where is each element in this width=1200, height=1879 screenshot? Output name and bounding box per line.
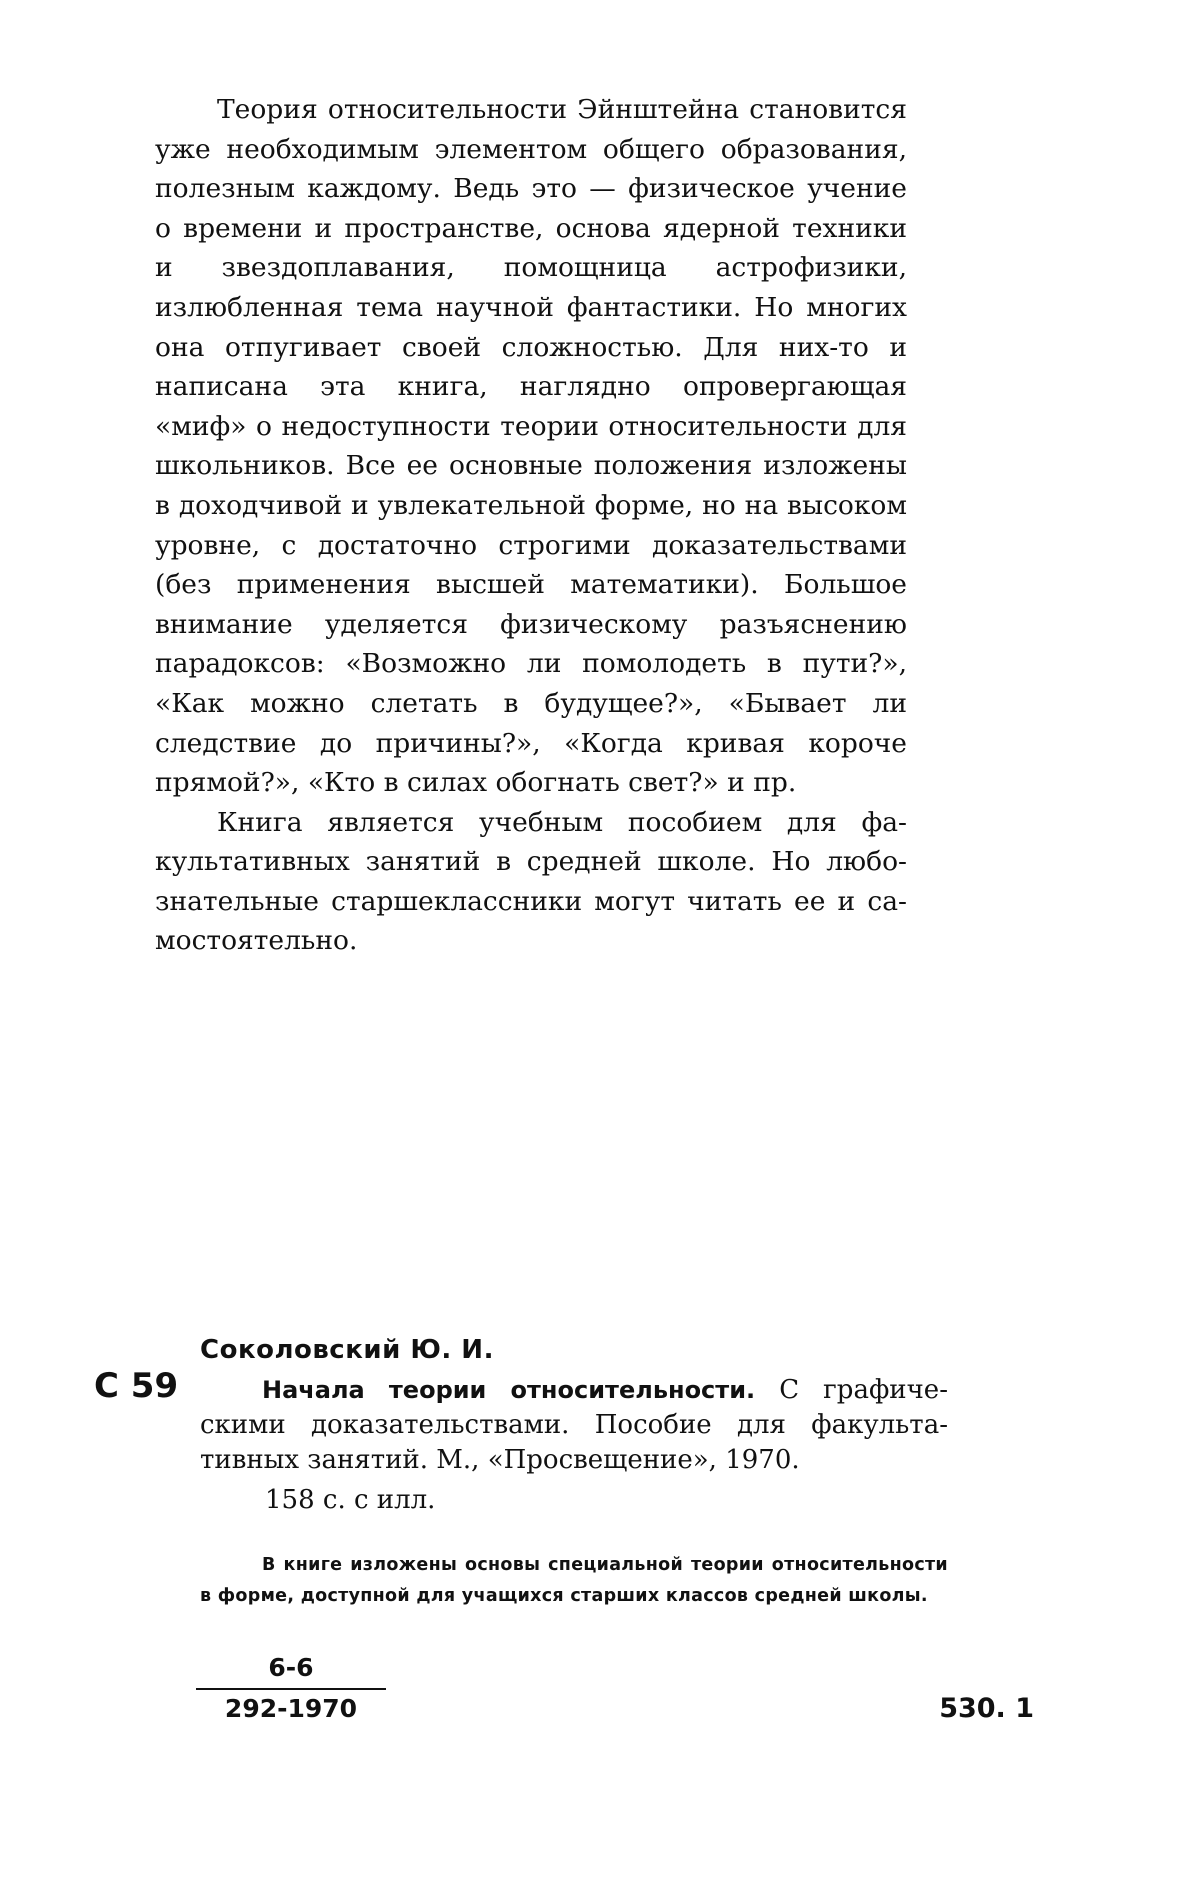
annotation-text <box>155 90 907 961</box>
catalog-pages: 158 с. с илл. <box>265 1485 436 1515</box>
catalog-bibliographic-entry <box>200 1373 948 1478</box>
catalog-book-title: Начала теории относительности. <box>262 1376 756 1404</box>
catalog-fraction-code <box>196 1650 386 1726</box>
catalog-udc-code: 530. 1 <box>939 1693 1034 1724</box>
catalog-index-code: С 59 <box>94 1366 179 1406</box>
catalog-fraction-bottom: 292-1970 <box>224 1694 358 1723</box>
catalog-book-description: С графическими доказательствами. Пособие для факультативных занятий. М., «Просвещение», 1970. <box>200 1375 948 1475</box>
catalog-fraction-top: 6-6 <box>268 1653 314 1682</box>
catalog-summary: В книге изложены основы специальной теории относительности в форме, доступной для учащихся старших классов средней школы. <box>200 1555 948 1606</box>
catalog-author: Соколовский Ю. И. <box>200 1335 494 1365</box>
annotation-paragraph-1: Теория относительности Эйнштейна становится уже необходимым элементом общего образования, полезным каждому. Ведь это — физическое учение о времени и пространстве, основа ядерной техники и звездоплавания, помощница астрофизики, излюбленная тема научной фантастики. Но многих она отпугивает своей сложностью. Для них-то и написана эта книга, наглядно опровергающая «миф» о недоступности теории относительности для школьников. Все ее основные положения изложены в доходчивой и увлекательной форме, но на высоком уровне, с достаточно строгими доказательствами (без применения высшей математики). Большое внимание уделяется физическому разъяснению парадоксов: «Возможно ли помолодеть в пути?», «Как можно слетать в будущее?», «Бывает ли следствие до причины?», «Когда кривая короче прямой?», «Кто в силах обогнать свет?» и пр. <box>155 94 907 799</box>
catalog-fraction-line <box>196 1688 386 1690</box>
annotation-paragraph-2: Книга является учебным пособием для факультативных занятий в средней школе. Но любознательные старшеклассники могут читать ее и самостоятельно. <box>155 806 907 957</box>
